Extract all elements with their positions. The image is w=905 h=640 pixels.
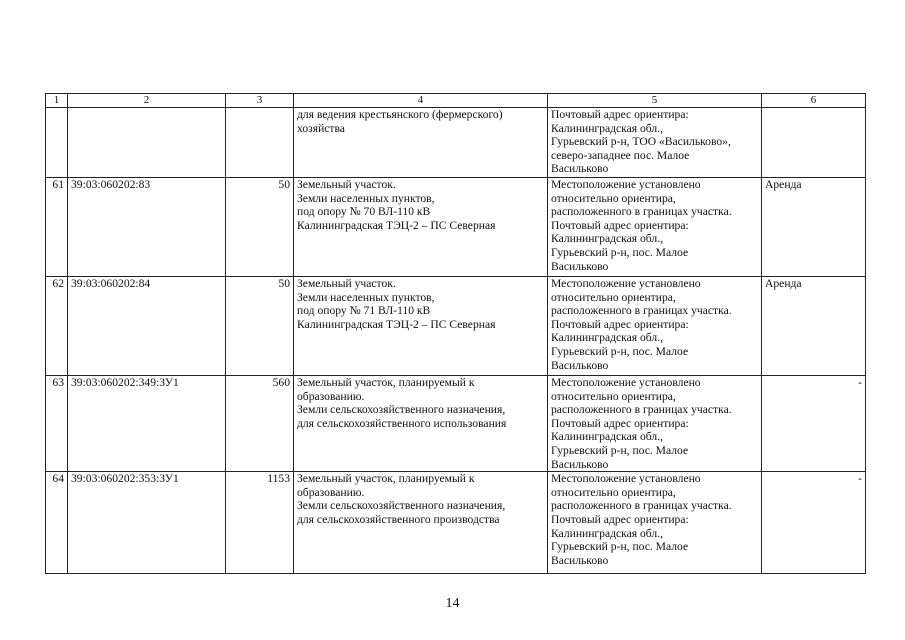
row-number: 61	[46, 178, 68, 277]
plot-location	[548, 108, 762, 178]
location-line: относительно ориентира,	[551, 290, 676, 304]
location-line: Калининградская обл.,	[551, 121, 663, 135]
usage-note	[762, 108, 866, 178]
description-line: Земельный участок, планируемый к	[297, 472, 475, 486]
header-col-3: 3	[226, 94, 294, 108]
cadastral-number: 39:03:060202:349:ЗУ1	[68, 376, 226, 472]
area-value: 50	[226, 178, 294, 277]
description-line: образованию.	[297, 389, 365, 403]
location-line: Васильково	[551, 457, 609, 471]
location-line: Почтовый адрес ориентира:	[551, 218, 689, 232]
location-line: Гурьевский р-н, пос. Малое	[551, 245, 689, 259]
location-line: Васильково	[551, 358, 609, 372]
location-line: Васильково	[551, 162, 609, 176]
table-header	[46, 94, 866, 108]
location-line: Местоположение установлено	[551, 178, 701, 191]
location-line: Почтовый адрес ориентира:	[551, 108, 689, 121]
plot-location	[548, 376, 762, 472]
location-line: расположенного в границах участка.	[551, 499, 732, 513]
land-plots-table	[45, 93, 866, 574]
row-number: 64	[46, 472, 68, 574]
description-line: для ведения крестьянского (фермерского)	[297, 108, 503, 121]
location-line: Гурьевский р-н, пос. Малое	[551, 344, 689, 358]
location-line: Калининградская обл.,	[551, 232, 663, 246]
description-line: Земли сельскохозяйственного назначения,	[297, 499, 506, 513]
area-value: 1153	[226, 472, 294, 574]
description-line: Земли населенных пунктов,	[297, 290, 435, 304]
location-line: расположенного в границах участка.	[551, 403, 732, 417]
header-col-6: 6	[762, 94, 866, 108]
location-line: Местоположение установлено	[551, 472, 701, 486]
description-line: хозяйства	[297, 121, 345, 135]
location-line: Гурьевский р-н, пос. Малое	[551, 443, 689, 457]
location-line: Васильково	[551, 259, 609, 273]
description-line: Земельный участок, планируемый к	[297, 376, 475, 389]
header-col-4: 4	[294, 94, 548, 108]
plot-description	[294, 277, 548, 376]
usage-note: -	[762, 376, 866, 472]
plot-description	[294, 178, 548, 277]
cadastral-number: 39:03:060202:84	[68, 277, 226, 376]
location-line: Калининградская обл.,	[551, 430, 663, 444]
location-line: Васильково	[551, 553, 609, 567]
description-line: под опору № 71 ВЛ-110 кВ	[297, 304, 431, 318]
location-line: Гурьевский р-н, пос. Малое	[551, 540, 689, 554]
location-line: Калининградская обл.,	[551, 331, 663, 345]
location-line: Почтовый адрес ориентира:	[551, 317, 689, 331]
description-line: образованию.	[297, 485, 365, 499]
location-line: расположенного в границах участка.	[551, 205, 732, 219]
plot-description	[294, 376, 548, 472]
location-line: относительно ориентира,	[551, 191, 676, 205]
header-col-1: 1	[46, 94, 68, 108]
table-row	[46, 277, 866, 376]
location-line: северо-западнее пос. Малое	[551, 148, 690, 162]
location-line: Гурьевский р-н, ТОО «Васильково»,	[551, 135, 731, 149]
description-line: Земельный участок.	[297, 178, 396, 191]
plot-description	[294, 472, 548, 574]
location-line: Почтовый адрес ориентира:	[551, 416, 689, 430]
location-line: Почтовый адрес ориентира:	[551, 512, 689, 526]
row-number: 62	[46, 277, 68, 376]
row-number: 63	[46, 376, 68, 472]
table-row	[46, 472, 866, 574]
header-col-5: 5	[548, 94, 762, 108]
plot-location	[548, 277, 762, 376]
table-row	[46, 376, 866, 472]
location-line: расположенного в границах участка.	[551, 304, 732, 318]
page-number: 14	[445, 596, 460, 611]
location-line: Местоположение установлено	[551, 376, 701, 389]
cadastral-number: 39:03:060202:353:ЗУ1	[68, 472, 226, 574]
usage-note: -	[762, 472, 866, 574]
usage-note: Аренда	[762, 178, 866, 277]
description-line: Калининградская ТЭЦ-2 – ПС Северная	[297, 218, 496, 232]
description-line: для сельскохозяйственного производства	[297, 512, 500, 526]
description-line: для сельскохозяйственного использования	[297, 416, 507, 430]
description-line: под опору № 70 ВЛ-110 кВ	[297, 205, 431, 219]
location-line: Калининградская обл.,	[551, 526, 663, 540]
plot-location	[548, 178, 762, 277]
cadastral-number: 39:03:060202:83	[68, 178, 226, 277]
area-value	[226, 108, 294, 178]
area-value: 50	[226, 277, 294, 376]
description-line: Земли сельскохозяйственного назначения,	[297, 403, 506, 417]
table-row	[46, 178, 866, 277]
row-number	[46, 108, 68, 178]
description-line: Земельный участок.	[297, 277, 396, 290]
location-line: Местоположение установлено	[551, 277, 701, 290]
cadastral-number	[68, 108, 226, 178]
table-row-continuation	[46, 108, 866, 178]
location-line: относительно ориентира,	[551, 485, 676, 499]
description-line: Калининградская ТЭЦ-2 – ПС Северная	[297, 317, 496, 331]
area-value: 560	[226, 376, 294, 472]
description-line: Земли населенных пунктов,	[297, 191, 435, 205]
header-col-2: 2	[68, 94, 226, 108]
plot-description	[294, 108, 548, 178]
plot-location	[548, 472, 762, 574]
usage-note: Аренда	[762, 277, 866, 376]
location-line: относительно ориентира,	[551, 389, 676, 403]
